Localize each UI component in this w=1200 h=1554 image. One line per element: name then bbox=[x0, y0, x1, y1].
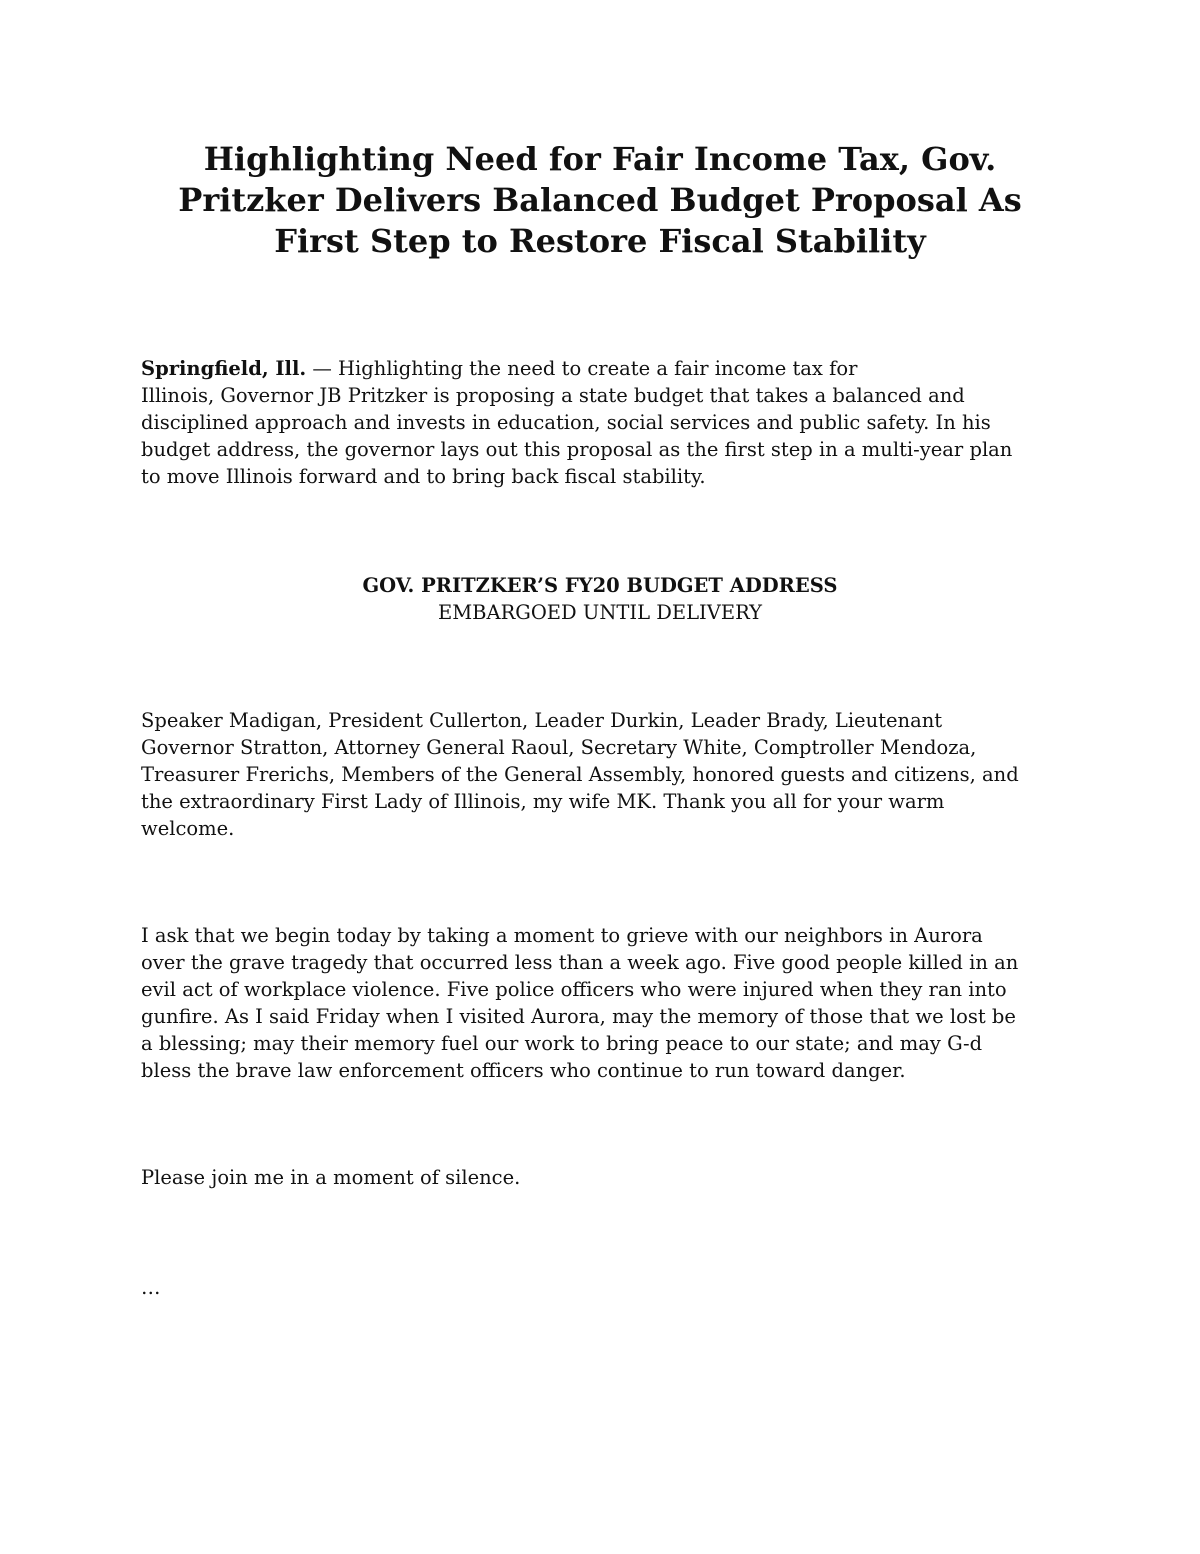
ellipsis-paragraph bbox=[141, 1274, 1076, 1301]
title-line: Pritzker Delivers Balanced Budget Proposal As bbox=[178, 181, 1022, 219]
paragraph-line: Illinois, Governor JB Pritzker is proposing a state budget that takes a balanced and bbox=[141, 384, 965, 407]
paragraph-line: budget address, the governor lays out this proposal as the first step in a multi-year plan bbox=[141, 438, 1013, 461]
paragraph-line: Treasurer Frerichs, Members of the General Assembly, honored guests and citizens, and bbox=[141, 763, 1019, 786]
title-line: Highlighting Need for Fair Income Tax, Gov. bbox=[203, 140, 997, 178]
paragraph-line: disciplined approach and invests in education, social services and public safety. In his bbox=[141, 411, 991, 434]
paragraph-line: bless the brave law enforcement officers who continue to run toward danger. bbox=[141, 1059, 906, 1082]
intro-first-line bbox=[141, 355, 1076, 382]
intro-paragraph bbox=[141, 355, 1076, 490]
paragraph-line: Speaker Madigan, President Cullerton, Leader Durkin, Leader Brady, Lieutenant bbox=[141, 709, 943, 732]
dateline: Springfield, Ill. bbox=[141, 357, 307, 380]
section-heading-title: GOV. PRITZKER’S FY20 BUDGET ADDRESS bbox=[362, 574, 838, 597]
paragraph-line: … bbox=[141, 1276, 161, 1299]
salutation-paragraph bbox=[141, 707, 1076, 842]
paragraph-line: evil act of workplace violence. Five police officers who were injured when they ran into bbox=[141, 978, 1007, 1001]
aurora-paragraph bbox=[141, 922, 1076, 1084]
intro-first-line-text: — Highlighting the need to create a fair income tax for bbox=[306, 357, 858, 380]
silence-paragraph bbox=[141, 1164, 1076, 1191]
paragraph-line: a blessing; may their memory fuel our work to bring peace to our state; and may G-d bbox=[141, 1032, 983, 1055]
section-heading-embargo: EMBARGOED UNTIL DELIVERY bbox=[437, 601, 763, 624]
paragraph-line: the extraordinary First Lady of Illinois, my wife MK. Thank you all for your warm bbox=[141, 790, 945, 813]
paragraph-line: Please join me in a moment of silence. bbox=[141, 1166, 521, 1189]
section-heading bbox=[150, 572, 1050, 626]
paragraph-line: I ask that we begin today by taking a moment to grieve with our neighbors in Aurora bbox=[141, 924, 983, 947]
paragraph-line: gunfire. As I said Friday when I visited Aurora, may the memory of those that we lost be bbox=[141, 1005, 1016, 1028]
paragraph-line: to move Illinois forward and to bring back fiscal stability. bbox=[141, 465, 706, 488]
paragraph-line: welcome. bbox=[141, 817, 235, 840]
title-line: First Step to Restore Fiscal Stability bbox=[274, 222, 926, 260]
document-title bbox=[150, 139, 1050, 262]
paragraph-line: over the grave tragedy that occurred less than a week ago. Five good people killed in an bbox=[141, 951, 1019, 974]
paragraph-line: Governor Stratton, Attorney General Raoul, Secretary White, Comptroller Mendoza, bbox=[141, 736, 977, 759]
